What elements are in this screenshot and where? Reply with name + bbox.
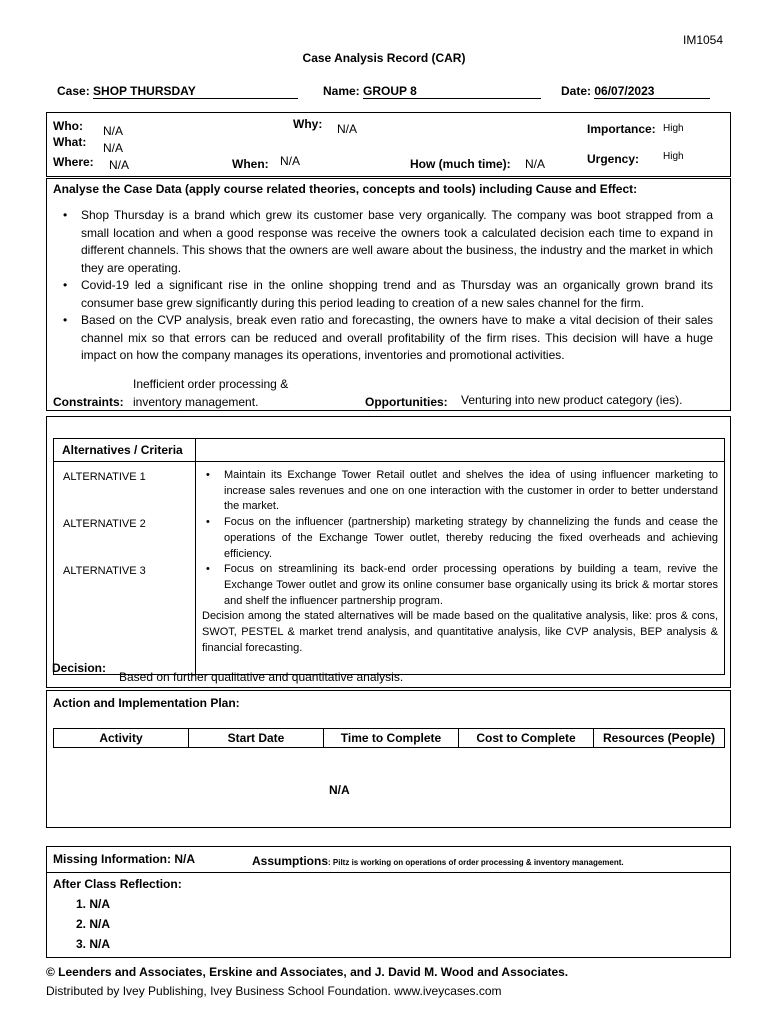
importance-label: Importance: (587, 122, 656, 136)
case-label: Case: (57, 84, 90, 98)
reflection-item: 2. N/A (76, 917, 111, 931)
when-label: When: (232, 157, 269, 171)
name-label: Name: (323, 84, 360, 98)
when-value: N/A (280, 154, 301, 168)
table-header-divider (54, 461, 724, 462)
assumptions-label: Assumptions (252, 854, 329, 868)
page-title: Case Analysis Record (CAR) (302, 51, 466, 65)
copyright-notice: © Leenders and Associates, Erskine and Associates, and J. David M. Wood and Associates. (46, 965, 569, 979)
analysis-bullet: • Covid-19 led a significant rise in the online shopping trend and as Thursday was an organically grown brand its consumer base grew significantly during this period leading to creation of a new sales channel for the firm. (59, 277, 713, 312)
alternatives-table (53, 438, 725, 675)
missing-info-box (46, 846, 731, 873)
decision-value: Based on further qualitative and quantitative analysis. (119, 670, 404, 684)
column-resources: Resources (People) (594, 729, 725, 748)
how-value: N/A (525, 157, 546, 171)
column-cost-to-complete: Cost to Complete (459, 729, 594, 748)
where-label: Where: (53, 155, 94, 169)
reflection-item: 1. N/A (76, 897, 111, 911)
reflection-heading: After Class Reflection: (53, 877, 182, 891)
constraints-line-2: inventory management. (133, 395, 259, 409)
analysis-bullet: • Shop Thursday is a brand which grew its customer base very organically. The company was boot strapped from a small location and when a good response was receive the owners took a calculated decision each time to expand in different channels. This shows that the owners are well aware about the business, the industry and the market in which they are operating. (59, 207, 713, 277)
case-field (57, 84, 298, 99)
alternatives-box (46, 416, 731, 688)
distribution-notice: Distributed by Ivey Publishing, Ivey Business School Foundation. www.iveycases.com (46, 984, 502, 998)
action-plan-table (53, 728, 725, 748)
what-label: What: (53, 135, 87, 149)
analysis-bullet: • Based on the CVP analysis, break even ratio and forecasting, the owners have to make a vital decision of their sales channel mix so that errors can be reduced and overall profitability of the firm rises. This decision will have a huge impact on how the company manages its operations, inventories and promotional activities. (59, 312, 713, 365)
alternatives-header: Alternatives / Criteria (62, 443, 183, 457)
name-value: GROUP 8 (363, 84, 541, 99)
table-column-divider (195, 439, 196, 674)
decision-note: Decision among the stated alternatives will be made based on the qualitative analysis, like: pros & cons, SWOT, PESTEL & market trend analysis, and quantitative analysis, like CVP analysis, BEP analysis & financial forecasting. (202, 610, 718, 654)
alternatives-bullet-list (202, 468, 718, 609)
where-value: N/A (109, 158, 130, 172)
assumptions-field (252, 852, 624, 870)
opportunities-label: Opportunities: (365, 395, 448, 409)
what-value: N/A (103, 141, 124, 155)
date-value: 06/07/2023 (594, 84, 710, 99)
analysis-heading: Analyse the Case Data (apply course related theories, concepts and tools) including Cause and Effect: (53, 182, 638, 196)
case-info-box (46, 112, 731, 177)
date-field (561, 84, 710, 99)
how-label: How (much time): (410, 157, 511, 171)
reflection-item: 3. N/A (76, 937, 111, 951)
why-label: Why: (293, 117, 323, 131)
who-label: Who: (53, 119, 83, 133)
action-plan-heading: Action and Implementation Plan: (53, 696, 240, 710)
alternative-3-label: ALTERNATIVE 3 (63, 565, 146, 577)
missing-information: Missing Information: N/A (53, 852, 195, 866)
case-value: SHOP THURSDAY (93, 84, 298, 99)
constraints-line-1: Inefficient order processing & (133, 377, 289, 391)
date-label: Date: (561, 84, 592, 98)
constraints-label: Constraints: (53, 395, 124, 409)
decision-label: Decision: (52, 661, 107, 675)
reflection-box (46, 872, 731, 958)
importance-value: High (663, 123, 684, 134)
column-activity: Activity (54, 729, 189, 748)
action-plan-body: N/A (329, 783, 350, 797)
alternative-bullet: • Focus on the influencer (partnership) marketing strategy by channelizing the funds and cease the operations of the Exchange Tower outlet, thereby reducing the fixed overheads and achieving efficiency. (202, 515, 718, 562)
alternative-bullet: • Focus on streamlining its back-end order processing operations by building a team, revive the Exchange Tower outlet and grow its online consumer base organically using its brick & mortar stores and shelf the influencer partnership program. (202, 562, 718, 609)
alternative-1-label: ALTERNATIVE 1 (63, 471, 146, 483)
assumptions-value: : Piltz is working on operations of order processing & inventory management. (328, 858, 624, 867)
column-time-to-complete: Time to Complete (324, 729, 459, 748)
alternative-2-label: ALTERNATIVE 2 (63, 518, 146, 530)
opportunities-value: Venturing into new product category (ies). (461, 393, 683, 407)
analysis-box (46, 178, 731, 411)
why-value: N/A (337, 122, 358, 136)
alternative-bullet: • Maintain its Exchange Tower Retail outlet and shelves the idea of using influencer marketing to increase sales revenues and one on one interaction with the customer in order to better understand the market. (202, 468, 718, 515)
name-field (323, 84, 541, 99)
alternatives-content (202, 468, 718, 656)
document-code: IM1054 (683, 33, 724, 47)
who-value: N/A (103, 124, 124, 138)
action-plan-box (46, 690, 731, 828)
urgency-value: High (663, 151, 684, 162)
urgency-label: Urgency: (587, 152, 640, 166)
analysis-bullet-list (59, 207, 713, 365)
column-start-date: Start Date (189, 729, 324, 748)
